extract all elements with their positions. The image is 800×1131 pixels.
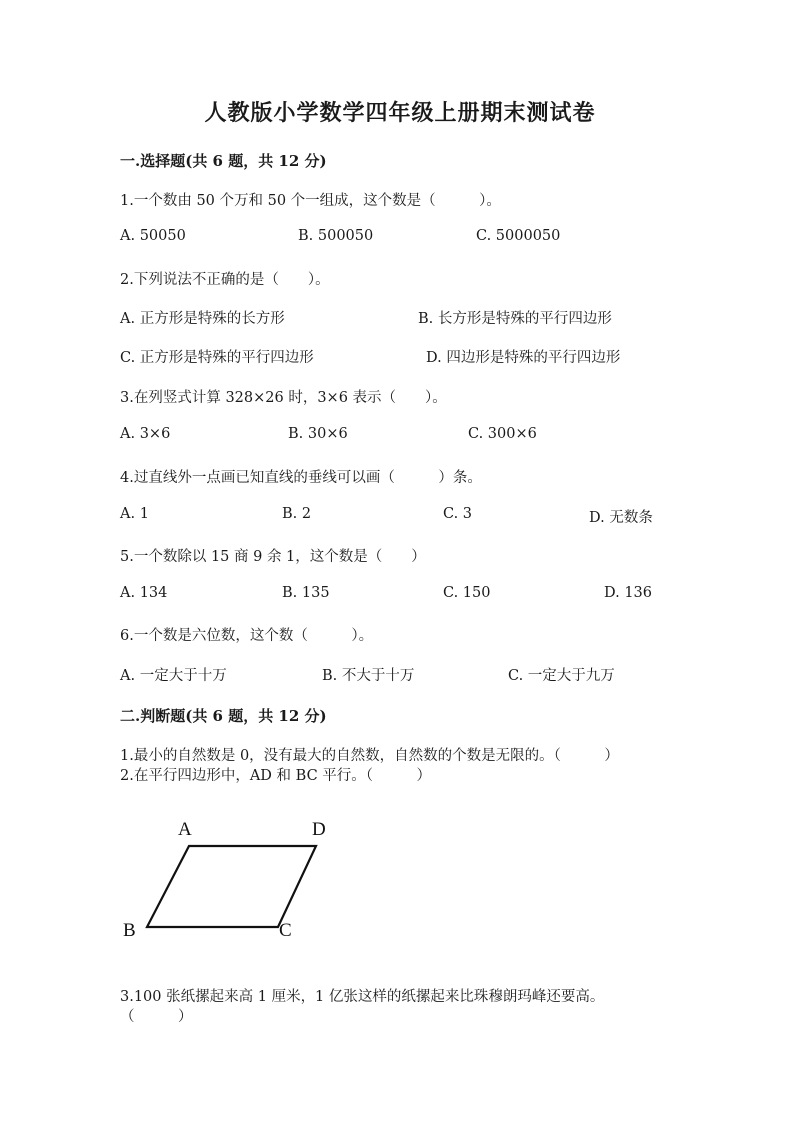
tf-question-2: 2.在平行四边形中，AD 和 BC 平行。（ ） [120, 768, 432, 784]
vertex-label-c: C [279, 920, 292, 941]
mc-question-5: 5.一个数除以 15 商 9 余 1，这个数是（ ） [120, 549, 426, 565]
mc-1-option-a: A. 50050 [120, 228, 186, 244]
mc-1-option-b: B. 500050 [298, 228, 374, 244]
mc-2-option-a: A. 正方形是特殊的长方形 [120, 311, 285, 327]
mc-1-option-c: C. 5000050 [476, 228, 561, 244]
mc-6-option-c: C. 一定大于九万 [508, 668, 615, 684]
tf-question-3-answer-blank: （ ） [120, 1009, 193, 1025]
mc-5-option-b: B. 135 [282, 585, 330, 601]
mc-5-option-a: A. 134 [120, 585, 168, 601]
mc-3-option-a: A. 3×6 [120, 426, 171, 442]
mc-5-option-c: C. 150 [443, 585, 491, 601]
mc-6-option-b: B. 不大于十万 [322, 668, 415, 684]
vertex-label-d: D [312, 819, 326, 840]
section-heading-choice: 一.选择题(共 6 题，共 12 分) [120, 152, 327, 170]
vertex-label-a: A [178, 819, 192, 840]
section-heading-true-false: 二.判断题(共 6 题，共 12 分) [120, 707, 327, 725]
mc-4-option-d: D. 无数条 [589, 510, 653, 526]
parallelogram-shape [147, 846, 316, 927]
tf-question-3: 3.100 张纸摞起来高 1 厘米，1 亿张这样的纸摞起来比珠穆朗玛峰还要高。 [120, 989, 605, 1005]
mc-6-option-a: A. 一定大于十万 [120, 668, 227, 684]
mc-3-option-c: C. 300×6 [468, 426, 537, 442]
mc-4-option-a: A. 1 [120, 506, 149, 522]
mc-question-4: 4.过直线外一点画已知直线的垂线可以画（ ）条。 [120, 470, 482, 486]
parallelogram-figure [118, 812, 348, 947]
page-title: 人教版小学数学四年级上册期末测试卷 [204, 100, 596, 126]
mc-2-option-d: D. 四边形是特殊的平行四边形 [426, 350, 621, 366]
mc-question-6: 6.一个数是六位数，这个数（ ）。 [120, 628, 374, 644]
mc-question-3: 3.在列竖式计算 328×26 时，3×6 表示（ ）。 [120, 390, 447, 406]
tf-question-1: 1.最小的自然数是 0，没有最大的自然数，自然数的个数是无限的。（ ） [120, 748, 619, 764]
mc-4-option-c: C. 3 [443, 506, 473, 522]
mc-question-2: 2.下列说法不正确的是（ ）。 [120, 272, 330, 288]
mc-2-option-c: C. 正方形是特殊的平行四边形 [120, 350, 314, 366]
mc-3-option-b: B. 30×6 [288, 426, 348, 442]
mc-5-option-d: D. 136 [604, 585, 653, 601]
mc-4-option-b: B. 2 [282, 506, 312, 522]
mc-question-1: 1.一个数由 50 个万和 50 个一组成，这个数是（ ）。 [120, 193, 501, 209]
mc-2-option-b: B. 长方形是特殊的平行四边形 [418, 311, 612, 327]
vertex-label-b: B [123, 920, 136, 941]
